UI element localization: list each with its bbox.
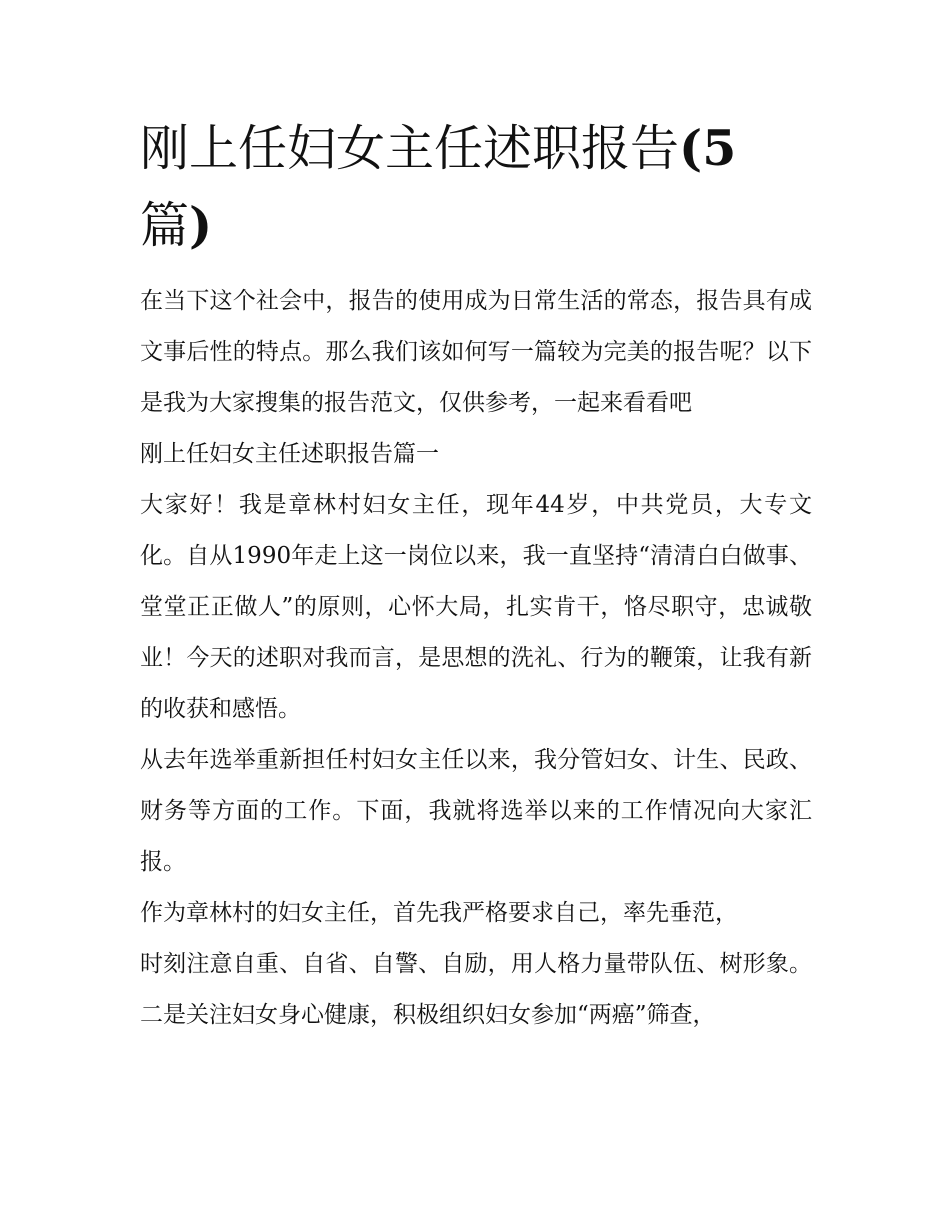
body-paragraph: 大家好！我是章林村妇女主任，现年44岁，中共党员，大专文化。自从1990年走上这一岗位以来，我一直坚持“清清白白做事、堂堂正正做人”的原则，心怀大局，扎实肯干，恪尽职守，忠诚敬业！今天的述职对我而言，是思想的洗礼、行为的鞭策，让我有新的收获和感悟。 xyxy=(140,492,812,722)
body-paragraph: 作为章林村的妇女主任，首先我严格要求自己，率先垂范， xyxy=(140,900,738,926)
document-body xyxy=(140,276,812,1041)
intro-paragraph: 在当下这个社会中，报告的使用成为日常生活的常态，报告具有成文事后性的特点。那么我们该如何写一篇较为完美的报告呢？以下是我为大家搜集的报告范文，仅供参考，一起来看看吧 xyxy=(140,288,812,416)
section-heading: 刚上任妇女主任述职报告篇一 xyxy=(140,441,439,467)
title-count-close: ) xyxy=(189,196,213,254)
body-paragraph: 从去年选举重新担任村妇女主任以来，我分管妇女、计生、民政、财务等方面的工作。下面，我就将选举以来的工作情况向大家汇报。 xyxy=(140,747,812,875)
document-title xyxy=(140,110,760,264)
title-count-open: (5 xyxy=(679,119,737,177)
title-main-text: 刚上任妇女主任述职报告 xyxy=(140,120,680,177)
body-paragraph: 时刻注意自重、自省、自警、自励，用人格力量带队伍、树形象。二是关注妇女身心健康，积极组织妇女参加“两癌”筛查， xyxy=(140,951,812,1028)
title-count-unit: 篇 xyxy=(140,197,190,254)
